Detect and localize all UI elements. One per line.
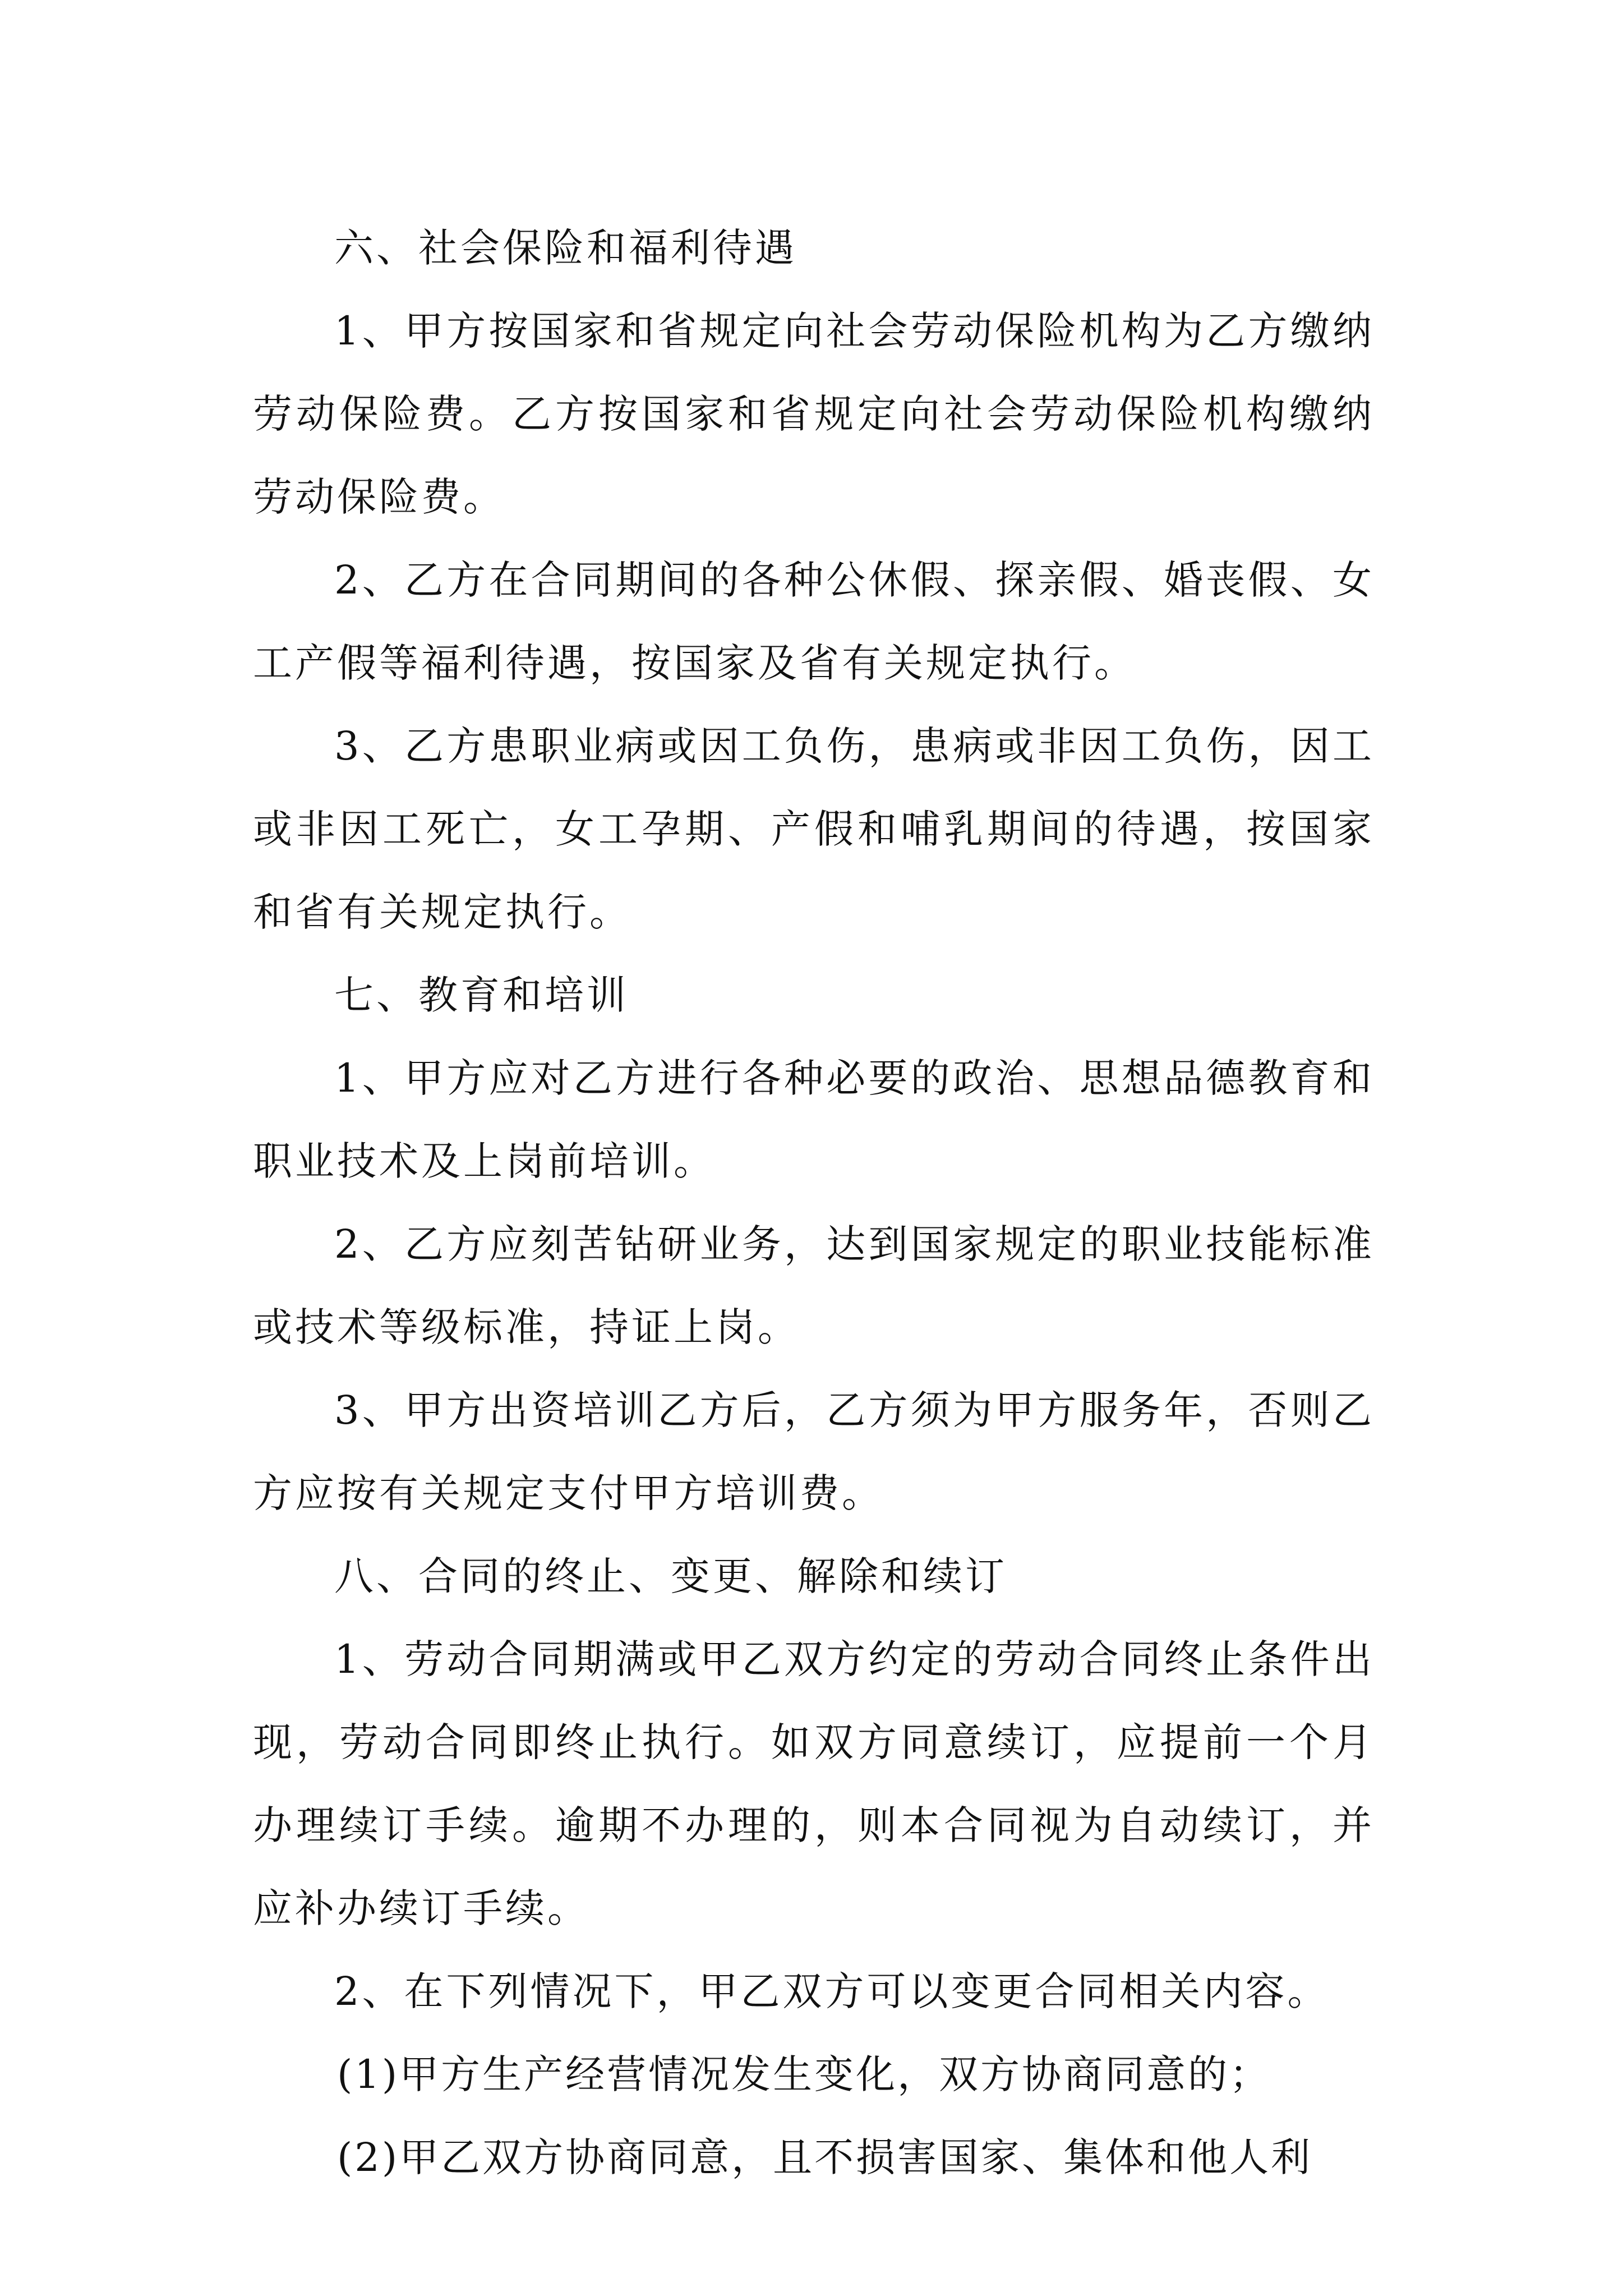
clause-7-2: 2、乙方应刻苦钻研业务，达到国家规定的职业技能标准或技术等级标准，持证上岗。 [253,1221,1375,1350]
clause-7-3: 3、甲方出资培训乙方后，乙方须为甲方服务年，否则乙方应按有关规定支付甲方培训费。 [253,1387,1375,1516]
clause-8-1: 1、劳动合同期满或甲乙双方约定的劳动合同终止条件出现，劳动合同即终止执行。如双方同意续订，应提前一个月办理续订手续。逾期不办理的，则本合同视为自动续订，并应补办续订手续。 [253,1636,1375,1931]
document-body [253,206,1375,2199]
clause-6-2: 2、乙方在合同期间的各种公休假、探亲假、婚丧假、女工产假等福利待遇，按国家及省有关规定执行。 [253,557,1375,686]
clause-8-2: 2、在下列情况下，甲乙双方可以变更合同相关内容。 [334,1968,1330,2014]
section-heading-contract-termination: 八、合同的终止、变更、解除和续订 [334,1553,1007,1599]
section-heading-education-training: 七、教育和培训 [334,972,629,1018]
clause-6-3: 3、乙方患职业病或因工负伤，患病或非因工负伤，因工或非因工死亡，女工孕期、产假和哺乳期间的待遇，按国家和省有关规定执行。 [253,723,1375,935]
clause-6-1: 1、甲方按国家和省规定向社会劳动保险机构为乙方缴纳劳动保险费。乙方按国家和省规定向社会劳动保险机构缴纳劳动保险费。 [253,308,1375,520]
clause-8-2-sub-1: (1)甲方生产经营情况发生变化，双方协商同意的； [337,2051,1271,2097]
section-heading-social-insurance: 六、社会保险和福利待遇 [334,225,797,271]
clause-8-2-sub-2: (2)甲乙双方协商同意，且不损害国家、集体和他人利 [337,2134,1313,2180]
clause-7-1: 1、甲方应对乙方进行各种必要的政治、思想品德教育和职业技术及上岗前培训。 [253,1055,1375,1184]
